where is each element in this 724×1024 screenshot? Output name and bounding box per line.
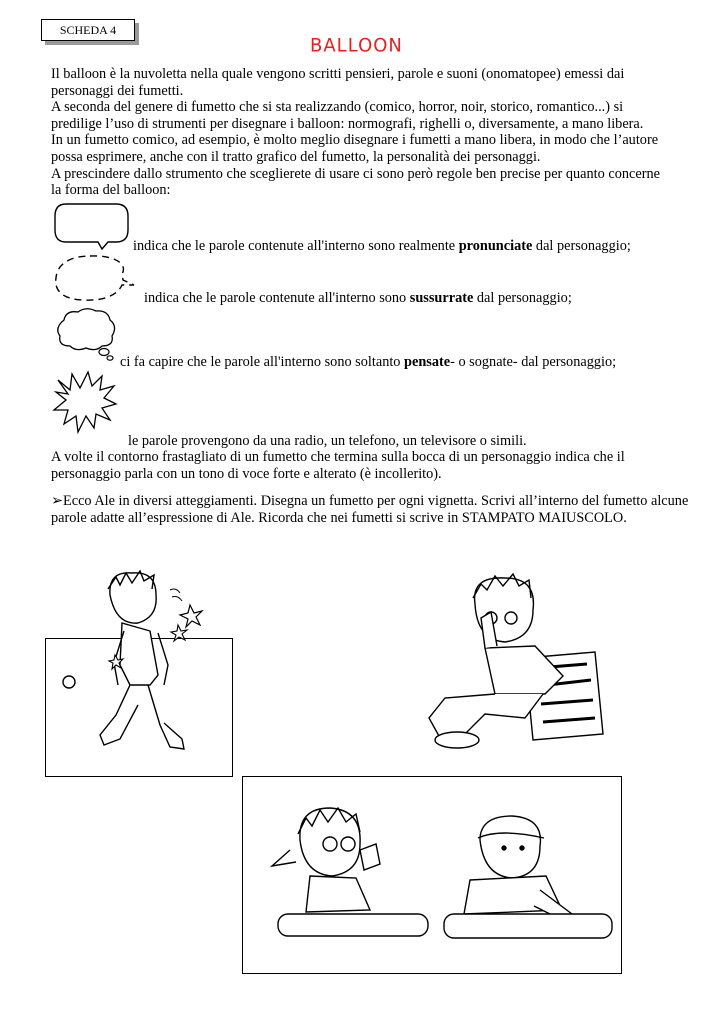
intro-paragraph: A prescindere dallo strumento che sceglierete di usare ci sono però regole ben precise per quanto concerne la forma del balloon: <box>51 165 660 199</box>
jagged-balloon-icon <box>52 370 120 436</box>
ale-whispering-at-desk <box>260 800 430 960</box>
ale-writing-at-desk <box>440 810 620 960</box>
intro-paragraph: Il balloon è la nuvoletta nella quale vengono scritti pensieri, parole e suoni (onomatopee) emessi dai personaggi dei fumetti. <box>51 66 625 99</box>
thought-balloon-icon <box>52 306 122 364</box>
intro-paragraph: A seconda del genere di fumetto che si sta realizzando (comico, horror, noir, storico, romantico...) si predilige l’uso di strumenti per disegnare i balloon: normografi, righelli o, diversamente, a mano libera. <box>51 99 644 132</box>
ale-walking-hurt <box>60 565 230 775</box>
ale-thinking-on-floor <box>425 568 605 758</box>
intro-text <box>51 66 671 199</box>
balloon-desc-pronounced: indica che le parole contenute all'interno sono realmente pronunciate dal personaggio; <box>133 238 631 254</box>
exercise-instructions: ➢Ecco Ale in diversi atteggiamenti. Disegna un fumetto per ogni vignetta. Scrivi all’interno del fumetto alcune parole adatte all’espressione di Ale. Ricorda che nei fumetti si scrive in STAMPATO MAIUSCOLO. <box>51 493 689 526</box>
balloon-desc-whispered: indica che le parole contenute all'interno sono sussurrate dal personaggio; <box>144 290 572 306</box>
intro-paragraph: In un fumetto comico, ad esempio, è molto meglio disegnare i fumetti a mano libera, in modo che l’autore possa esprimere, anche con il tratto grafico del fumetto, la personalità dei personaggi. <box>51 132 659 165</box>
balloon-desc-thought: ci fa capire che le parole all'interno sono soltanto pensate- o sognate- dal personaggio; <box>120 354 617 370</box>
speech-balloon-icon <box>52 200 134 250</box>
whisper-balloon-icon <box>50 252 140 304</box>
scheda-label: SCHEDA 4 <box>41 19 135 41</box>
page-title: BALLOON <box>310 34 403 57</box>
arrow-bullet-icon: ➢ <box>51 493 63 509</box>
balloon-desc-device: le parole provengono da una radio, un telefono, un televisore o simili. <box>128 433 527 449</box>
jagged-note: A volte il contorno frastagliato di un fumetto che termina sulla bocca di un personaggio indica che il personaggio parla con un tono di voce forte e alterato (è incollerito). <box>51 449 625 482</box>
